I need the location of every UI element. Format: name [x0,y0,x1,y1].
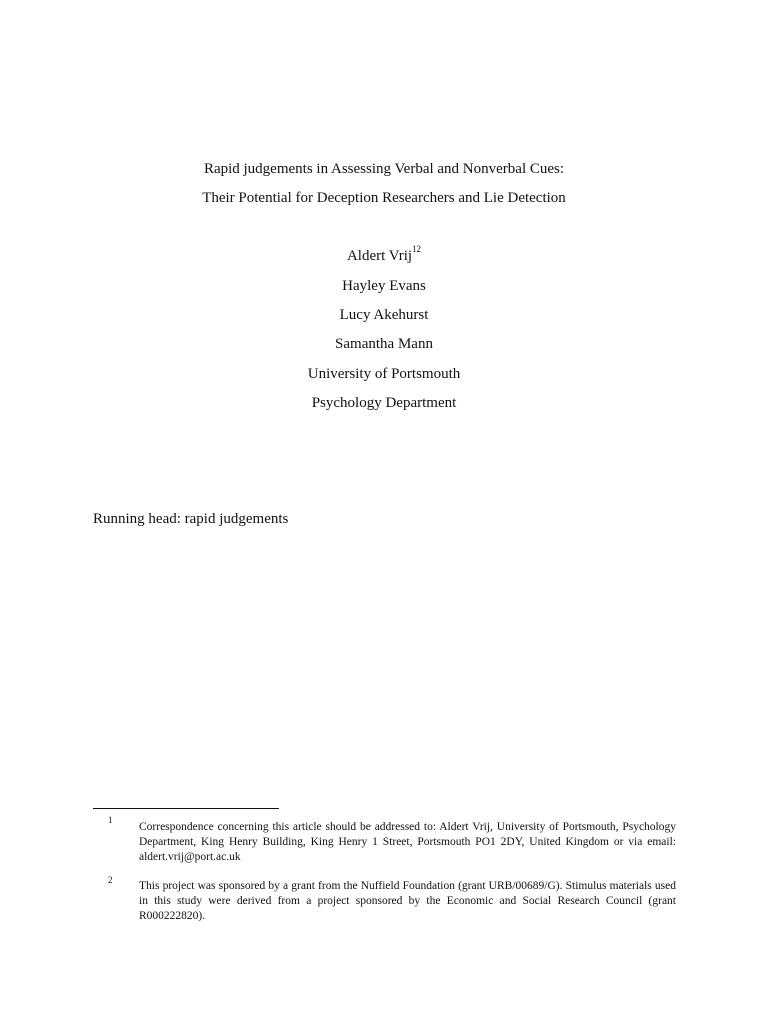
author-aldert-vrij [0,244,768,265]
running-head: Running head: rapid judgements [93,511,289,527]
footnote-2-mark: 2 [108,875,113,885]
affiliation-university: University of Portsmouth [307,366,461,382]
affiliation-department: Psychology Department [311,395,457,411]
author-lucy-akehurst: Lucy Akehurst [339,307,429,323]
author-footnote-marks: 12 [412,244,422,254]
author-name: Aldert Vrij [346,248,413,264]
title-line-1: Rapid judgements in Assessing Verbal and Nonverbal Cues: [203,161,565,177]
footnote-2-text: This project was sponsored by a grant from the Nuffield Foundation (grant URB/00689/G). Stimulus materials used in this study were derived from a project sponsored by the Economic and Social Research Council (grant R000222820). [139,880,676,922]
title-line-2: Their Potential for Deception Researchers and Lie Detection [202,190,566,206]
author-samantha-mann: Samantha Mann [335,336,433,352]
footnote-1-mark: 1 [108,815,113,825]
footnote-divider [93,808,279,809]
footnote-1-text: Correspondence concerning this article should be addressed to: Aldert Vrij, University of Portsmouth, Psychology Department, King Henry Building, King Henry 1 Street, Portsmouth PO1 2DY, United Kingdom or via email: aldert.vrij@port.ac.uk [139,821,676,863]
author-hayley-evans: Hayley Evans [342,278,426,294]
